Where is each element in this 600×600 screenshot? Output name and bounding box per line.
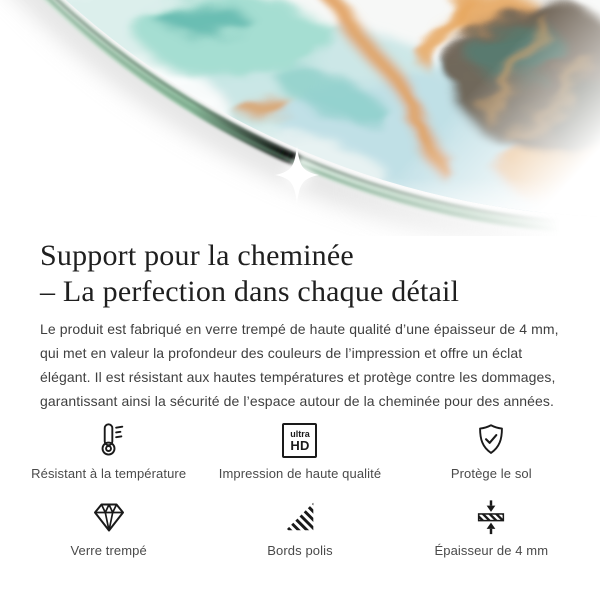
page-title-line1: Support pour la cheminée bbox=[40, 239, 354, 272]
feature-thickness bbox=[396, 498, 587, 559]
feature-label: Verre trempé bbox=[70, 543, 147, 558]
feature-label: Protège le sol bbox=[450, 466, 532, 481]
feature-temperature bbox=[13, 421, 204, 482]
diamond-icon bbox=[89, 498, 129, 536]
feature-print-quality bbox=[204, 421, 395, 482]
feature-tempered-glass bbox=[13, 498, 204, 559]
hero-image bbox=[0, 0, 600, 236]
shield-check-icon bbox=[472, 421, 510, 459]
glass-panel-illustration bbox=[0, 0, 600, 236]
features-grid bbox=[13, 421, 587, 559]
page-title-line2: – La perfection dans chaque détail bbox=[40, 275, 460, 308]
content-section bbox=[0, 236, 600, 413]
ultra-hd-icon bbox=[282, 421, 317, 459]
thermometer-icon bbox=[90, 421, 128, 459]
ultra-hd-bottom-text: HD bbox=[290, 437, 310, 453]
page-title bbox=[40, 236, 560, 310]
ultra-hd-top-text: ultra bbox=[290, 428, 310, 439]
feature-label: Résistant à la température bbox=[31, 466, 187, 481]
polished-edges-icon bbox=[281, 498, 319, 536]
thickness-icon bbox=[472, 498, 510, 536]
feature-label: Bords polis bbox=[267, 543, 333, 558]
intro-paragraph: Le produit est fabriqué en verre trempé de haute qualité d’une épaisseur de 4 mm, qui met en valeur la profondeur des couleurs de l’impression et offre un éclat élégant. Il est résistant aux hautes températures et protège contre les dommages, garantissant ainsi la sécurité de l’espace autour de la cheminée pour des années. bbox=[40, 321, 559, 409]
feature-label: Impression de haute qualité bbox=[218, 466, 382, 481]
feature-label: Épaisseur de 4 mm bbox=[434, 543, 549, 558]
feature-floor-protection bbox=[396, 421, 587, 482]
feature-polished-edges bbox=[204, 498, 395, 559]
